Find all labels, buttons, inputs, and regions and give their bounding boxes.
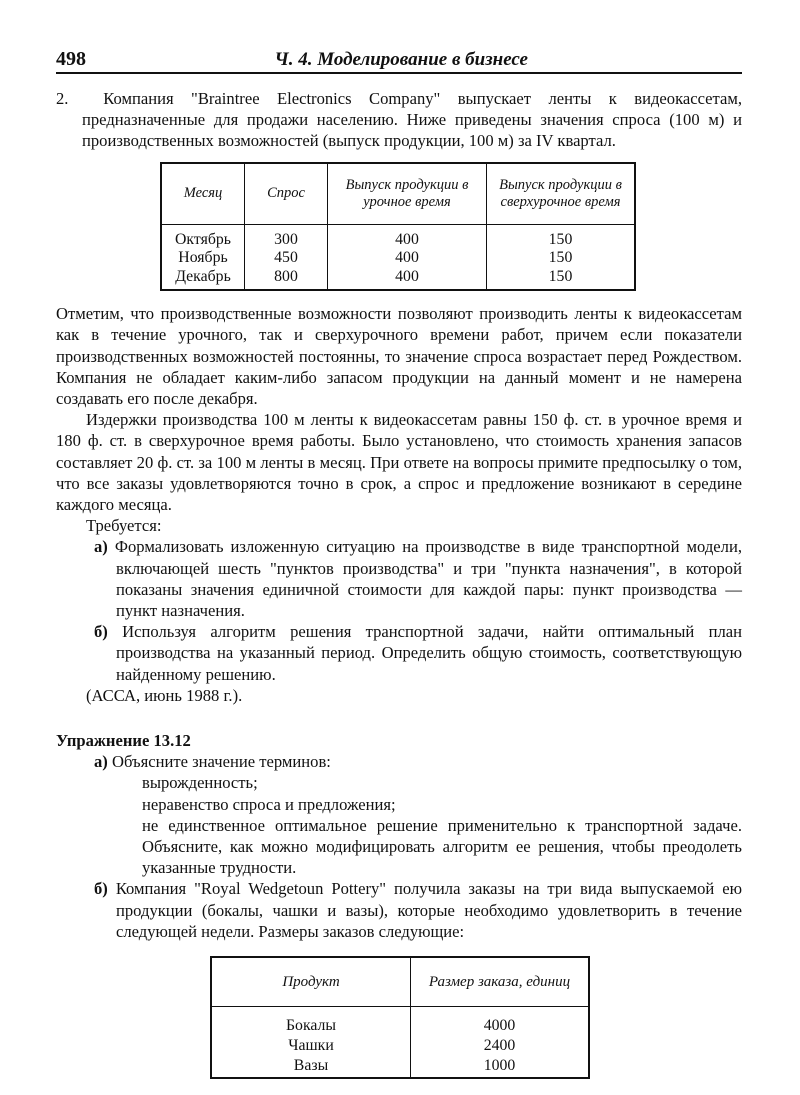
task-a (56, 536, 742, 621)
cell-overtime: 150 (487, 249, 636, 268)
term-item: вырожденность; (142, 773, 258, 793)
problem-number: 2. (56, 89, 69, 108)
table-row (211, 1036, 589, 1056)
page-number: 498 (56, 47, 86, 70)
problem-intro-text: Компания "Braintree Electronics Company" выпускает ленты к видеокассетам, предназначенные для продажи населению. Ниже приведены значения спроса (100 м) и производственных возможностей (выпуск продукции, 100 м) за IV квартал. (82, 89, 743, 151)
page (56, 40, 742, 1079)
paragraph-costs: Издержки производства 100 м ленты к видеокассетам равны 150 ф. ст. в урочное время и 180 ф. ст. в сверхурочное время работы. Было установлено, что стоимость хранения запасов составляет 20 ф. ст. за 100 м ленты в месяц. При ответе на вопросы примите предпосылку о том, что все заказы удовлетворяются точно в срок, а спрос и предложение возникают в середине каждого месяца. (56, 410, 742, 514)
capacity-table (160, 162, 636, 292)
source-citation: (АССА, июнь 1988 г.). (86, 685, 243, 705)
exercise-b-text: Компания "Royal Wedgetoun Pottery" получила заказы на три вида выпускаемой ею продукции (бокалы, чашки и вазы), которые необходимо удовлетворить в течение следующей недели. Размеры заказов следующие: (115, 879, 742, 941)
col-header-demand: Спрос (245, 163, 328, 225)
exercise-a-text: Объясните значение терминов: (111, 752, 331, 772)
cell-order-size: 1000 (411, 1056, 590, 1078)
table-row (161, 268, 635, 291)
exercise-part-a (56, 751, 742, 772)
cell-demand: 450 (245, 249, 328, 268)
cell-regular: 400 (328, 249, 487, 268)
task-b-marker: б) (94, 622, 108, 642)
orders-table (210, 956, 590, 1079)
task-a-text: Формализовать изложенную ситуацию на производстве в виде транспортной модели, включающей шесть "пунктов производства" и три "пункта назначения", в которой показаны значения единичной стоимости для каждой пары: пункт производства — пункт назначения. (114, 537, 742, 620)
col-header-product: Продукт (211, 957, 411, 1007)
term-item: неравенство спроса и предложения; (142, 794, 396, 814)
cell-product: Чашки (288, 1037, 334, 1054)
cell-overtime: 150 (487, 268, 636, 291)
required-label: Требуется: (86, 516, 162, 536)
col-header-regular-output: Выпуск продукции в урочное время (328, 163, 487, 225)
table-row (161, 224, 635, 249)
running-title: Ч. 4. Моделирование в бизнесе (274, 48, 528, 70)
cell-product: Бокалы (285, 1017, 337, 1034)
page-header (56, 40, 742, 74)
cell-month: Ноябрь (178, 249, 228, 267)
cell-regular: 400 (328, 268, 487, 291)
table-row (211, 1056, 589, 1078)
table-row (161, 249, 635, 268)
col-header-overtime-output: Выпуск продукции в сверхурочное время (487, 163, 636, 225)
task-b-text: Используя алгоритм решения транспортной задачи, найти оптимальный план производства на указанный период. Определить общую стоимость, соответствующую найденному решению. (116, 622, 742, 684)
exercise-a-marker: а) (94, 752, 108, 772)
exercise-part-b (56, 878, 742, 942)
cell-order-size: 4000 (411, 1007, 590, 1037)
term-item: не единственное оптимальное решение применительно к транспортной задаче. Объясните, как можно модифицировать алгоритм ее решения, чтобы преодолеть указанные трудности. (142, 815, 742, 878)
cell-regular: 400 (328, 224, 487, 249)
table-row (211, 1007, 589, 1037)
cell-month: Декабрь (175, 267, 231, 285)
exercise-b-marker: б) (94, 879, 108, 899)
cell-product: Вазы (293, 1057, 329, 1074)
cell-demand: 300 (245, 224, 328, 249)
problem-2-intro (56, 88, 742, 152)
col-header-month: Месяц (161, 163, 245, 225)
cell-month: Октябрь (175, 230, 231, 248)
col-header-order-size: Размер заказа, единиц (411, 957, 590, 1007)
cell-demand: 800 (245, 268, 328, 291)
task-a-marker: а) (94, 537, 108, 557)
cell-order-size: 2400 (411, 1036, 590, 1056)
paragraph-capacity: Отметим, что производственные возможности позволяют производить ленты к видеокассетам как в течение урочного, так и сверхурочного времени работ, причем если показатели производственных возможностей постоянны, то значение спроса возрастает перед Рождеством. Компания не обладает каким-либо запасом продукции на данный момент и не намерена создавать его после декабря. (56, 304, 742, 408)
cell-overtime: 150 (487, 224, 636, 249)
exercise-title: Упражнение 13.12 (56, 730, 191, 750)
task-b (56, 621, 742, 685)
